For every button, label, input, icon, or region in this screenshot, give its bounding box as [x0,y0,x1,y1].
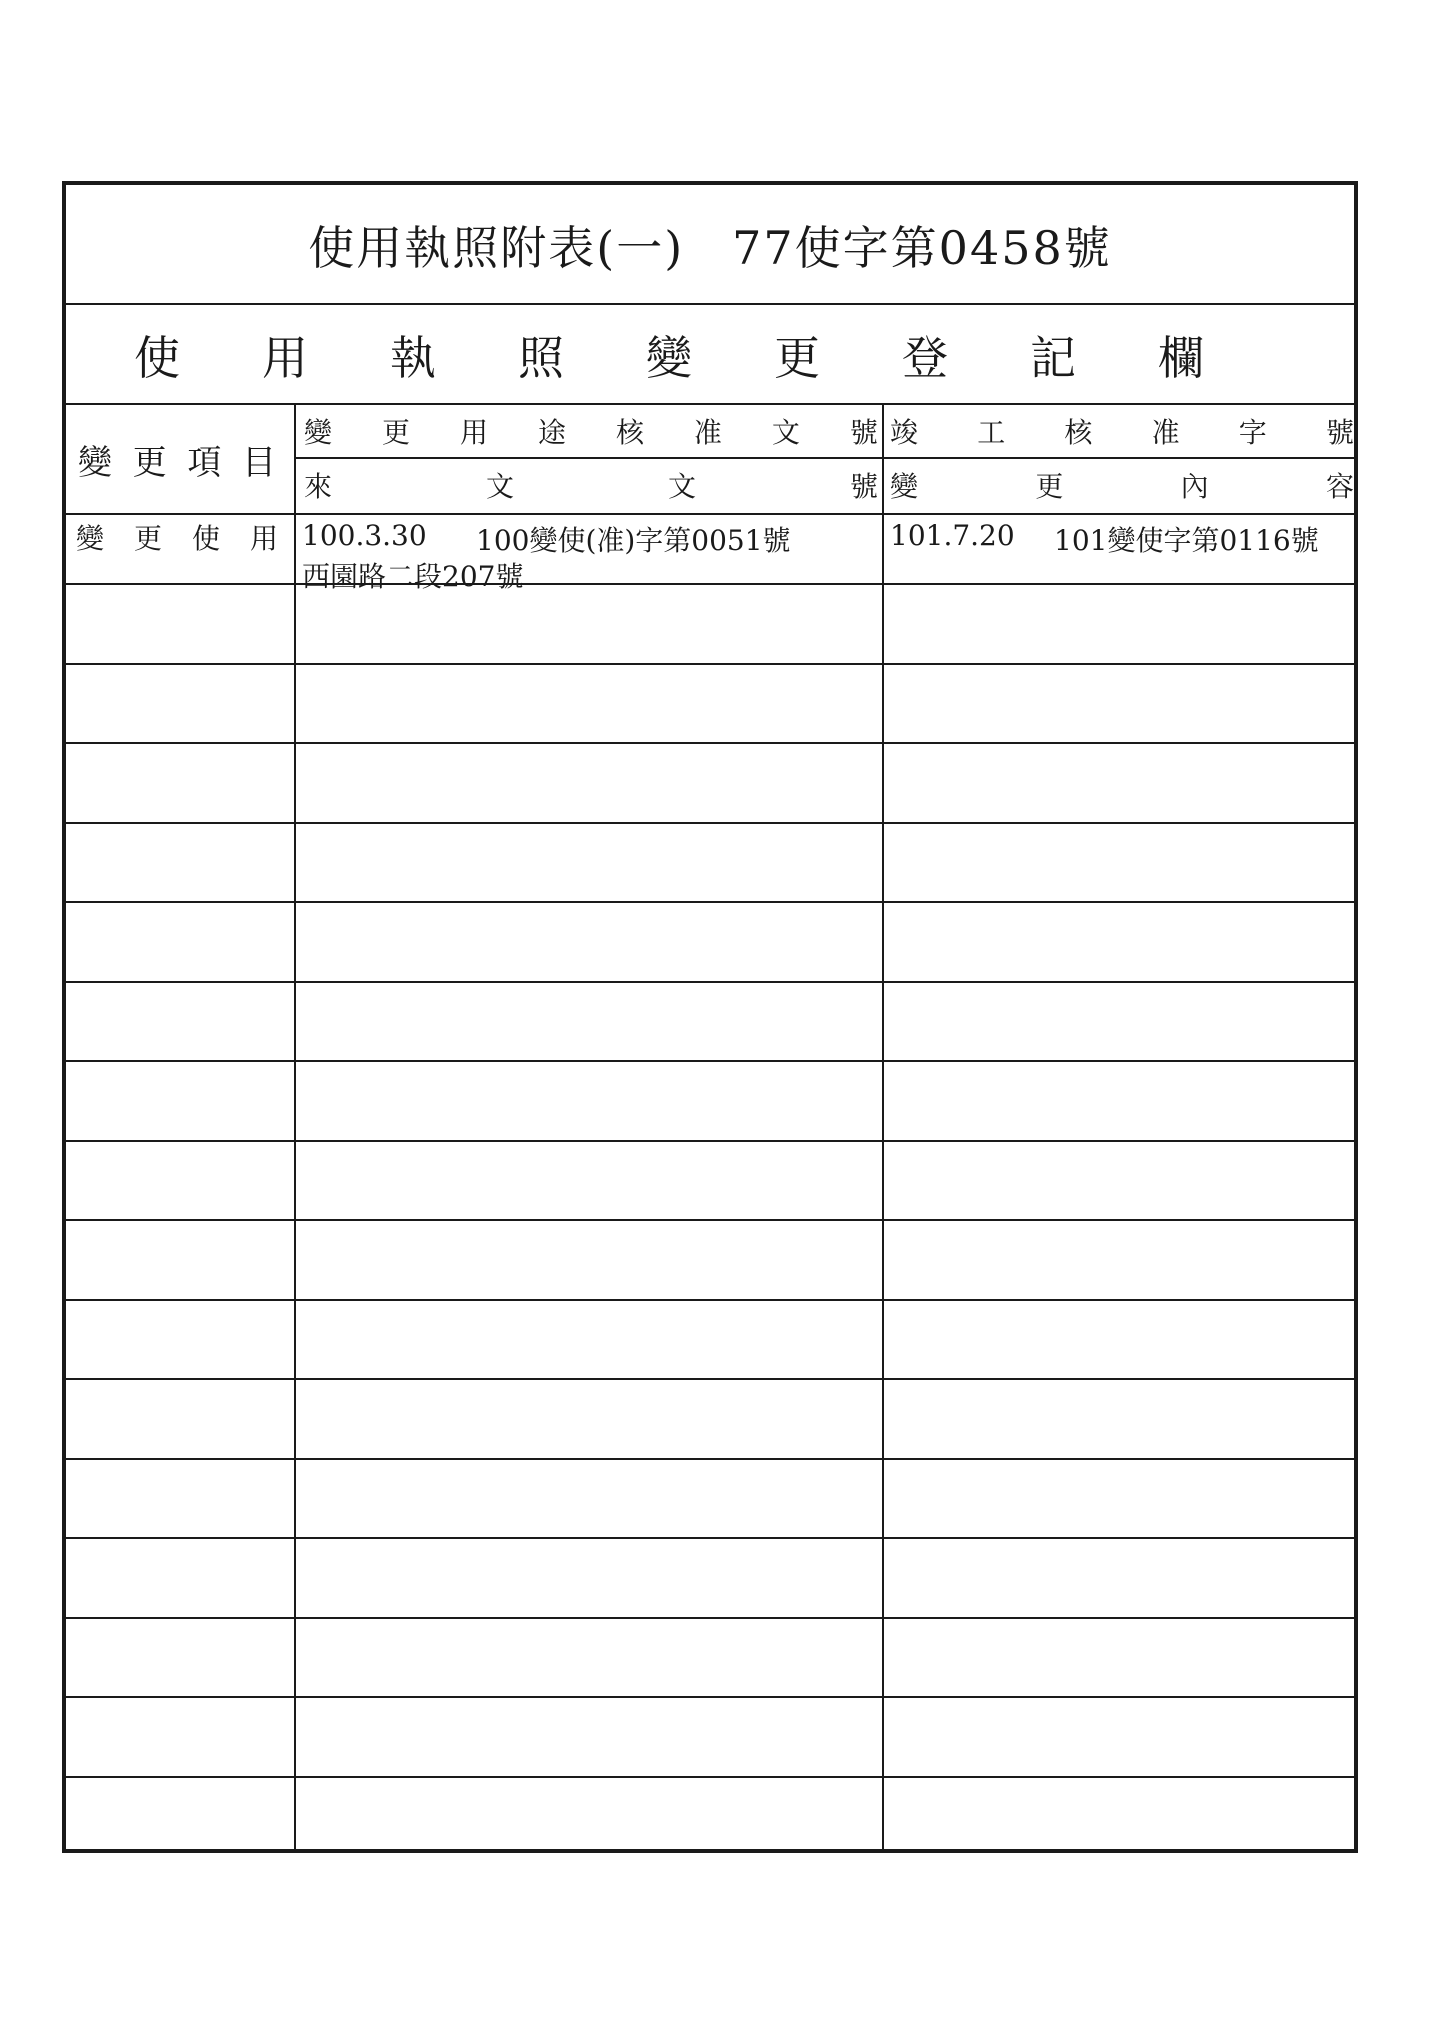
row-divider [66,742,1354,744]
cell-char: 更 [381,416,410,449]
form-title-row [66,185,1354,305]
form-title: 使用執照附表(一) 77使字第0458號 [308,221,1112,275]
form-subtitle-row [66,305,1354,405]
row-divider [66,1140,1354,1142]
cell-char: 用 [459,416,488,449]
row-divider [66,1378,1354,1380]
row-divider [66,1696,1354,1698]
cell-char: 更 [132,442,167,483]
cell-char: 工 [977,416,1006,449]
row-divider [66,1060,1354,1062]
divider [66,513,1354,515]
cell-char: 變 [78,442,112,483]
row-divider [66,901,1354,903]
row-divider [66,981,1354,983]
row-address: 西園路二段207號 [302,560,524,593]
row-divider [66,1617,1354,1619]
header-change-content [888,459,1356,511]
row-completion-no: 101變使字第0116號 [1054,524,1319,557]
cell-char: 更 [1035,470,1064,503]
cell-char: 項 [187,442,222,483]
cell-char: 核 [615,416,644,449]
cell-char: 變 [304,416,333,449]
cell-char: 竣 [890,416,919,449]
cell-char: 來 [304,470,333,503]
cell-char: 號 [849,416,878,449]
cell-char: 用 [249,522,278,555]
row-divider [66,1299,1354,1301]
row-divider [66,1458,1354,1460]
cell-char: 號 [1325,416,1354,449]
row-divider [66,663,1354,665]
cell-char: 變 [890,470,919,503]
cell-char: 號 [849,470,878,503]
row-divider [66,822,1354,824]
divider [296,457,1354,459]
row-divider [66,1537,1354,1539]
cell-char: 核 [1064,416,1093,449]
cell-char: 途 [537,416,566,449]
cell-char: 更 [133,522,162,555]
row-approval-no: 100變使(准)字第0051號 [476,524,791,557]
row-divider [66,1776,1354,1778]
cell-char: 使 [191,522,220,555]
cell-char: 容 [1325,470,1354,503]
cell-char: 目 [241,442,276,483]
header-change-item [72,405,282,513]
cell-char: 內 [1180,470,1209,503]
row-change-item [72,517,282,557]
registration-form [62,181,1358,1853]
cell-char: 變 [76,522,105,555]
cell-char: 文 [667,470,696,503]
column-divider [294,403,296,1849]
header-completion-number [888,405,1356,457]
cell-char: 文 [485,470,514,503]
row-divider [66,1219,1354,1221]
header-approval-number [302,405,880,457]
column-divider [882,403,884,1849]
cell-char: 文 [771,416,800,449]
form-subtitle: 使用執照變更登記欄 [134,331,1286,385]
row-completion-date: 101.7.20 [890,519,1015,552]
cell-char: 准 [693,416,722,449]
cell-char: 字 [1238,416,1267,449]
cell-char: 准 [1151,416,1180,449]
header-incoming-number [302,459,880,511]
row-divider [66,583,1354,585]
row-approval-date: 100.3.30 [302,519,427,552]
